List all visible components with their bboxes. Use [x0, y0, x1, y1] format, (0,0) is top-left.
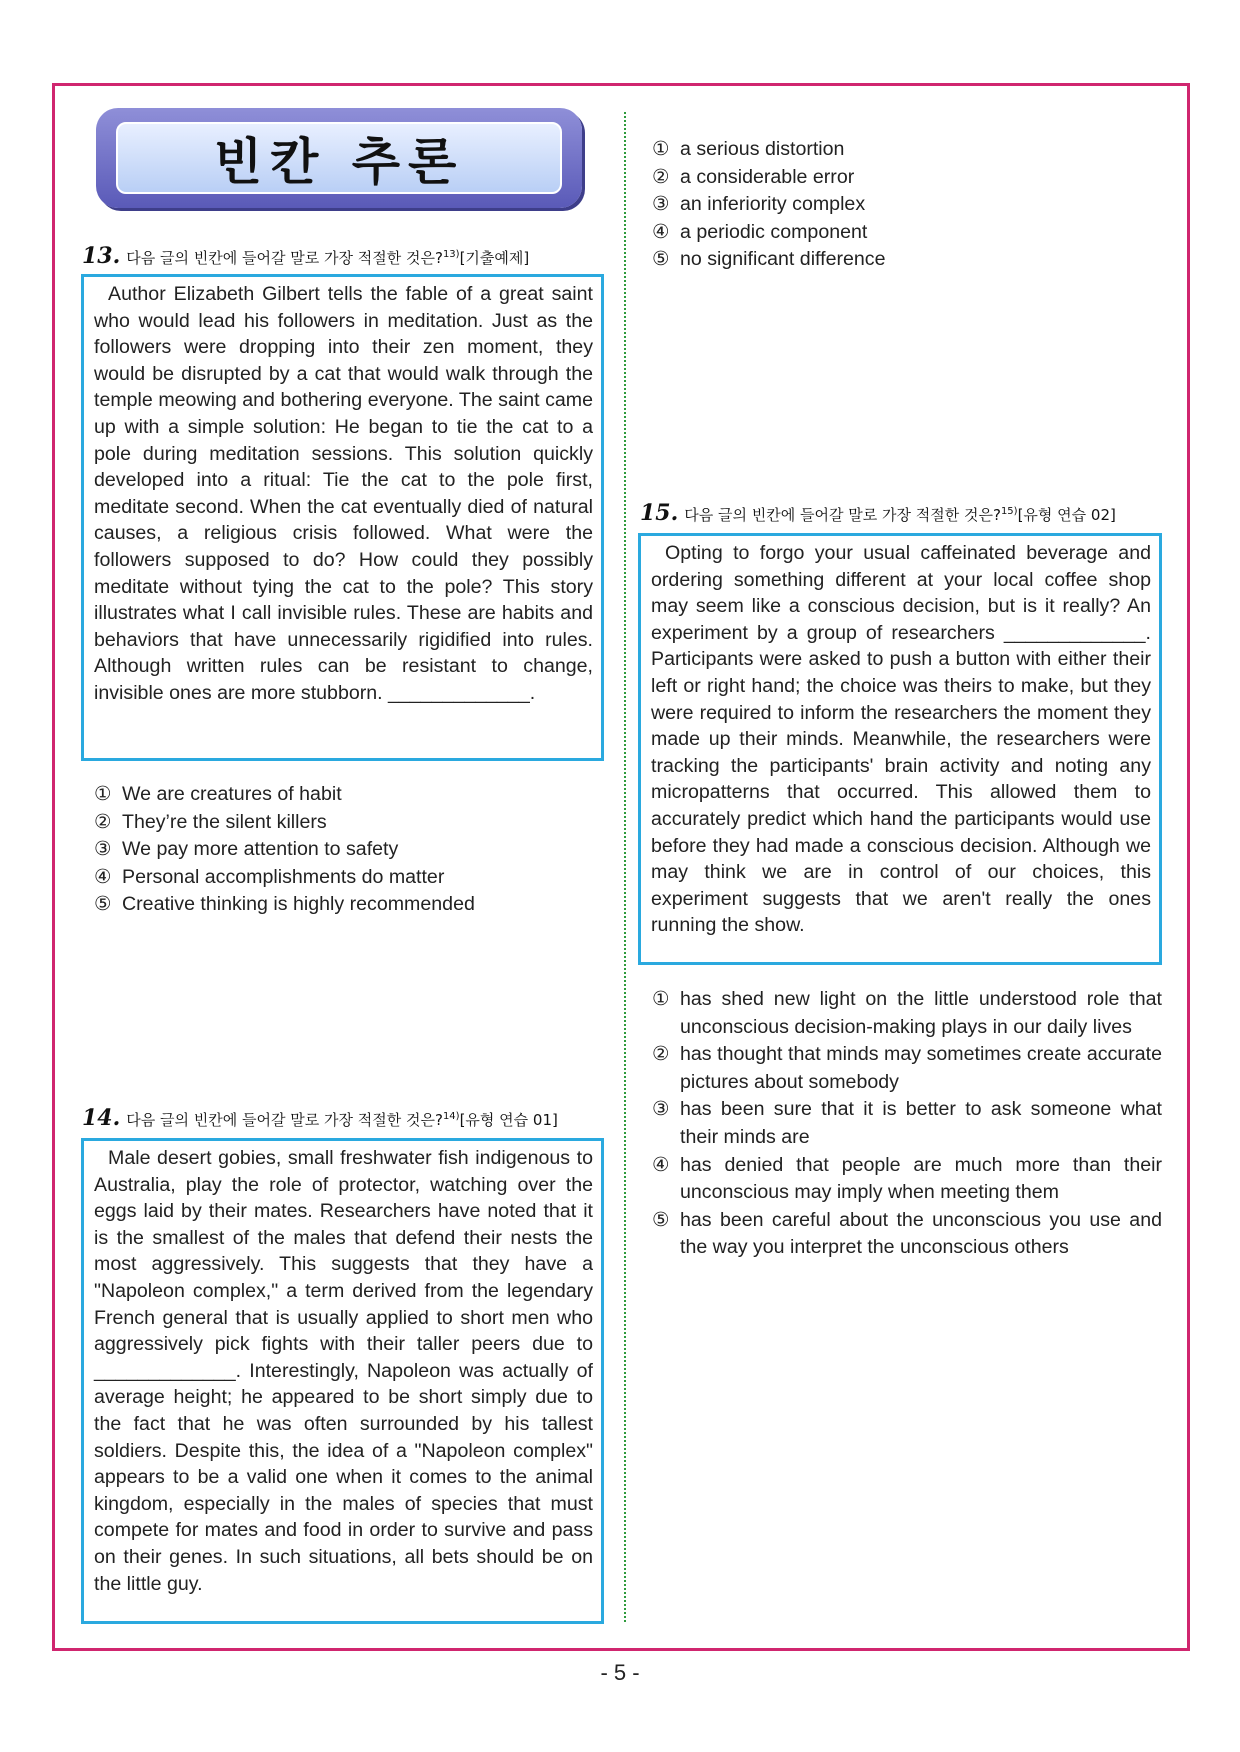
- question-13-option-4[interactable]: [94, 864, 604, 892]
- question-15-option-2[interactable]: [652, 1041, 1162, 1096]
- section-title: 빈칸 추론: [213, 133, 465, 191]
- option-text: a considerable error: [680, 165, 855, 188]
- option-mark: ②: [94, 810, 112, 833]
- question-14-option-2[interactable]: [652, 164, 1152, 192]
- option-mark: ⑤: [94, 893, 112, 916]
- section-title-badge: [96, 108, 582, 208]
- question-15-prompt: 다음 글의 빈칸에 들어갈 말로 가장 적절한 것은?: [684, 506, 1001, 524]
- question-13-header: [82, 243, 529, 269]
- question-13-options: [94, 781, 604, 919]
- option-mark: ⑤: [652, 248, 670, 271]
- question-15-number: 15.: [640, 500, 679, 526]
- question-15-options: [652, 986, 1162, 1262]
- option-text: Creative thinking is highly recommended: [122, 893, 475, 916]
- option-text: has shed new light on the little understood role that unconscious decision-making plays in our daily lives: [680, 988, 1162, 1038]
- question-13-passage: Author Elizabeth Gilbert tells the fable of a great saint who would lead his followers in meditation. Just as the followers were dropping into their zen moment, they would be disrupted by a cat that would walk through the temple meowing and bothering everyone. The saint came up with a simple solution: He began to tie the cat to a pole during meditation sessions. This solution quickly developed into a ritual: Tie the cat to the pole first, meditate second. When the cat eventually died of natural causes, a religious crisis followed. What were the followers supposed to do? How could they possibly meditate without tying the cat to the pole? This story illustrates what I call invisible rules. These are habits and behaviors that have unnecessarily rigidified into rules. Although written rules can be resistant to change, invisible ones are more stubborn. _____________.: [94, 283, 593, 704]
- option-mark: ①: [652, 988, 670, 1010]
- option-mark: ④: [94, 865, 112, 888]
- question-13-option-1[interactable]: [94, 781, 604, 809]
- question-14-footnote: 14): [442, 1111, 460, 1122]
- question-15-tag: [유형 연습 02]: [1017, 506, 1116, 524]
- option-mark: ④: [652, 1153, 670, 1176]
- option-mark: ①: [652, 138, 670, 160]
- option-mark: ②: [652, 165, 670, 188]
- option-text: has been sure that it is better to ask someone what their minds are: [680, 1098, 1162, 1148]
- question-15-option-1[interactable]: [652, 986, 1162, 1041]
- question-14-passage: Male desert gobies, small freshwater fish indigenous to Australia, play the role of protector, watching over the eggs laid by their mates. Researchers have noted that it is the smallest of the males that defend their nests the most aggressively. This suggests that they have a "Napoleon complex," a term derived from the legendary French general that is usually applied to short men who aggressively pick fights with their taller peers due to _____________. Interestingly, Napoleon was actually of average height; he appeared to be short simply due to the fact that he was often surrounded by his tallest soldiers. Despite this, the idea of a "Napoleon complex" appears to be a valid one when it comes to the animal kingdom, especially in the males of species that must compete for mates and food in order to survive and pass on their genes. In such situations, all bets should be on the little guy.: [94, 1147, 593, 1595]
- option-mark: ③: [94, 838, 112, 861]
- option-text: has thought that minds may sometimes create accurate pictures about somebody: [680, 1043, 1162, 1093]
- option-text: Personal accomplishments do matter: [122, 865, 445, 888]
- question-15-footnote: 15): [1000, 506, 1018, 517]
- option-text: an inferiority complex: [680, 193, 866, 216]
- question-14-number: 14.: [82, 1105, 121, 1131]
- question-14-option-3[interactable]: [652, 191, 1152, 219]
- column-divider: [624, 112, 626, 1622]
- option-text: has been careful about the unconscious you use and the way you interpret the unconscious others: [680, 1208, 1162, 1259]
- option-mark: ④: [652, 220, 670, 243]
- option-text: We are creatures of habit: [122, 783, 342, 805]
- question-13-option-2[interactable]: [94, 809, 604, 837]
- option-text: has denied that people are much more than their unconscious may imply when meeting them: [680, 1153, 1162, 1204]
- question-14-option-4[interactable]: [652, 219, 1152, 247]
- question-13-footnote: 13): [442, 249, 460, 260]
- question-15-option-4[interactable]: [652, 1152, 1162, 1207]
- question-13-option-3[interactable]: [94, 836, 604, 864]
- question-14-passage-box: [81, 1138, 604, 1624]
- option-text: a serious distortion: [680, 138, 845, 160]
- option-text: They’re the silent killers: [122, 810, 327, 833]
- option-mark: ①: [94, 783, 112, 805]
- question-14-header: [82, 1105, 558, 1131]
- option-mark: ⑤: [652, 1208, 670, 1231]
- page-number: - 5 -: [600, 1660, 640, 1685]
- option-text: no significant difference: [680, 248, 886, 271]
- question-14-options: [652, 136, 1152, 274]
- option-mark: ②: [652, 1043, 670, 1066]
- section-title-panel: [116, 122, 562, 194]
- question-14-tag: [유형 연습 01]: [459, 1111, 558, 1129]
- question-13-prompt: 다음 글의 빈칸에 들어갈 말로 가장 적절한 것은?: [126, 249, 443, 267]
- option-text: We pay more attention to safety: [122, 838, 399, 861]
- option-mark: ③: [652, 193, 670, 216]
- option-text: a periodic component: [680, 220, 868, 243]
- question-15-passage: Opting to forgo your usual caffeinated beverage and ordering something different at your local coffee shop may seem like a conscious decision, but is it really? An experiment by a group of researchers _____________. Participants were asked to push a button with either their left or right hand; the choice was theirs to make, but they were required to inform the researchers the moment they made up their minds. Meanwhile, the researchers were tracking the participants' brain activity and noting any micropatterns that occurred. This allowed them to accurately predict which hand the participants would use before they had made a conscious decision. Although we may think we are in control of our choices, this experiment suggests that we aren't really the ones running the show.: [651, 542, 1151, 937]
- question-14-option-1[interactable]: [652, 136, 1152, 164]
- question-15-option-5[interactable]: [652, 1207, 1162, 1262]
- question-14-prompt: 다음 글의 빈칸에 들어갈 말로 가장 적절한 것은?: [126, 1111, 443, 1129]
- question-13-number: 13.: [82, 243, 121, 269]
- question-15-header: [640, 500, 1116, 526]
- question-13-option-5[interactable]: [94, 891, 604, 919]
- question-15-passage-box: [638, 533, 1162, 965]
- question-15-option-3[interactable]: [652, 1096, 1162, 1151]
- question-13-tag: [기출예제]: [459, 249, 530, 267]
- option-mark: ③: [652, 1098, 670, 1121]
- question-14-option-5[interactable]: [652, 246, 1152, 274]
- question-13-passage-box: [81, 274, 604, 761]
